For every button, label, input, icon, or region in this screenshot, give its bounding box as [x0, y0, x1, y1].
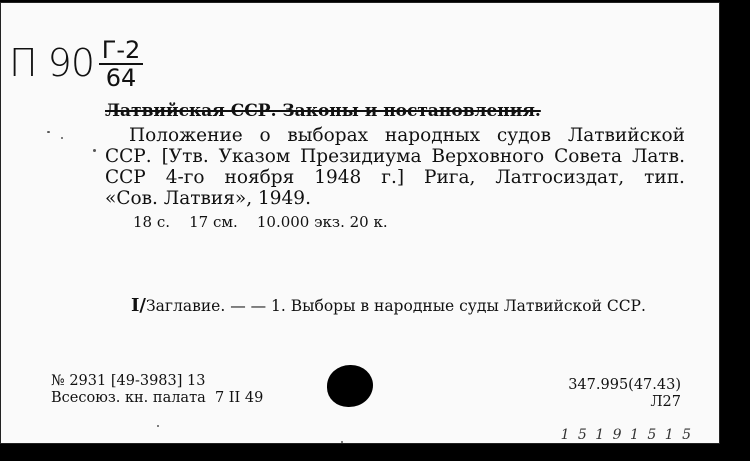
- word: Указом: [218, 146, 291, 167]
- ink-blot: [327, 365, 373, 407]
- word: тип.: [644, 167, 685, 188]
- shelf-fraction: [99, 36, 143, 92]
- description-text: [105, 125, 685, 209]
- word: ССР: [105, 167, 146, 188]
- body-line-4: «Сов. Латвия», 1949.: [105, 188, 311, 209]
- word: выборах: [287, 125, 369, 146]
- speck: [47, 131, 50, 133]
- word: 4-го: [165, 167, 205, 188]
- word: Рига,: [424, 167, 476, 188]
- word: Совета: [554, 146, 623, 167]
- body-line-2: [105, 146, 685, 167]
- record-number: № 2931 [49-3983] 13: [51, 373, 206, 389]
- registration-block: [51, 373, 263, 407]
- tracing-mark: I/: [131, 295, 146, 316]
- fraction-numerator: Г-2: [99, 39, 143, 65]
- speck: [61, 137, 63, 139]
- speck: [341, 441, 343, 443]
- publisher-line: Всесоюз. кн. палата 7 II 49: [51, 390, 264, 406]
- struck-heading: Латвийская ССР. Законы и постановления.: [105, 101, 541, 121]
- speck: [157, 425, 159, 427]
- catalog-card: [0, 2, 720, 444]
- classification-number: 347.995(47.43): [568, 377, 681, 393]
- body-line-1: [105, 125, 685, 146]
- word: ССР.: [105, 146, 152, 167]
- faded-stamp: 1 5 1 9 1 5 1 5: [560, 427, 693, 443]
- body-line-3: [105, 167, 685, 188]
- classification-block: [568, 377, 681, 411]
- word: судов: [496, 125, 552, 146]
- word: о: [259, 125, 271, 146]
- word: Латгосиздат,: [495, 167, 625, 188]
- word: Верховного: [431, 146, 545, 167]
- author-mark: Л27: [650, 394, 681, 410]
- tracing-text: Заглавие. — — 1. Выборы в народные суды Латвийской ССР.: [146, 297, 646, 315]
- collation-line: 18 с. 17 см. 10.000 экз. 20 к.: [133, 213, 388, 231]
- word: Положение: [129, 125, 243, 146]
- shelf-mark: П 90: [9, 41, 95, 85]
- word: [Утв.: [161, 146, 209, 167]
- word: г.]: [381, 167, 405, 188]
- fraction-denominator: 64: [105, 64, 137, 92]
- word: Латв.: [631, 146, 685, 167]
- speck: [93, 149, 96, 152]
- word: 1948: [314, 167, 362, 188]
- word: народных: [384, 125, 481, 146]
- tracing-line: [131, 295, 646, 316]
- word: ноября: [224, 167, 295, 188]
- word: Президиума: [300, 146, 422, 167]
- word: Латвийской: [567, 125, 685, 146]
